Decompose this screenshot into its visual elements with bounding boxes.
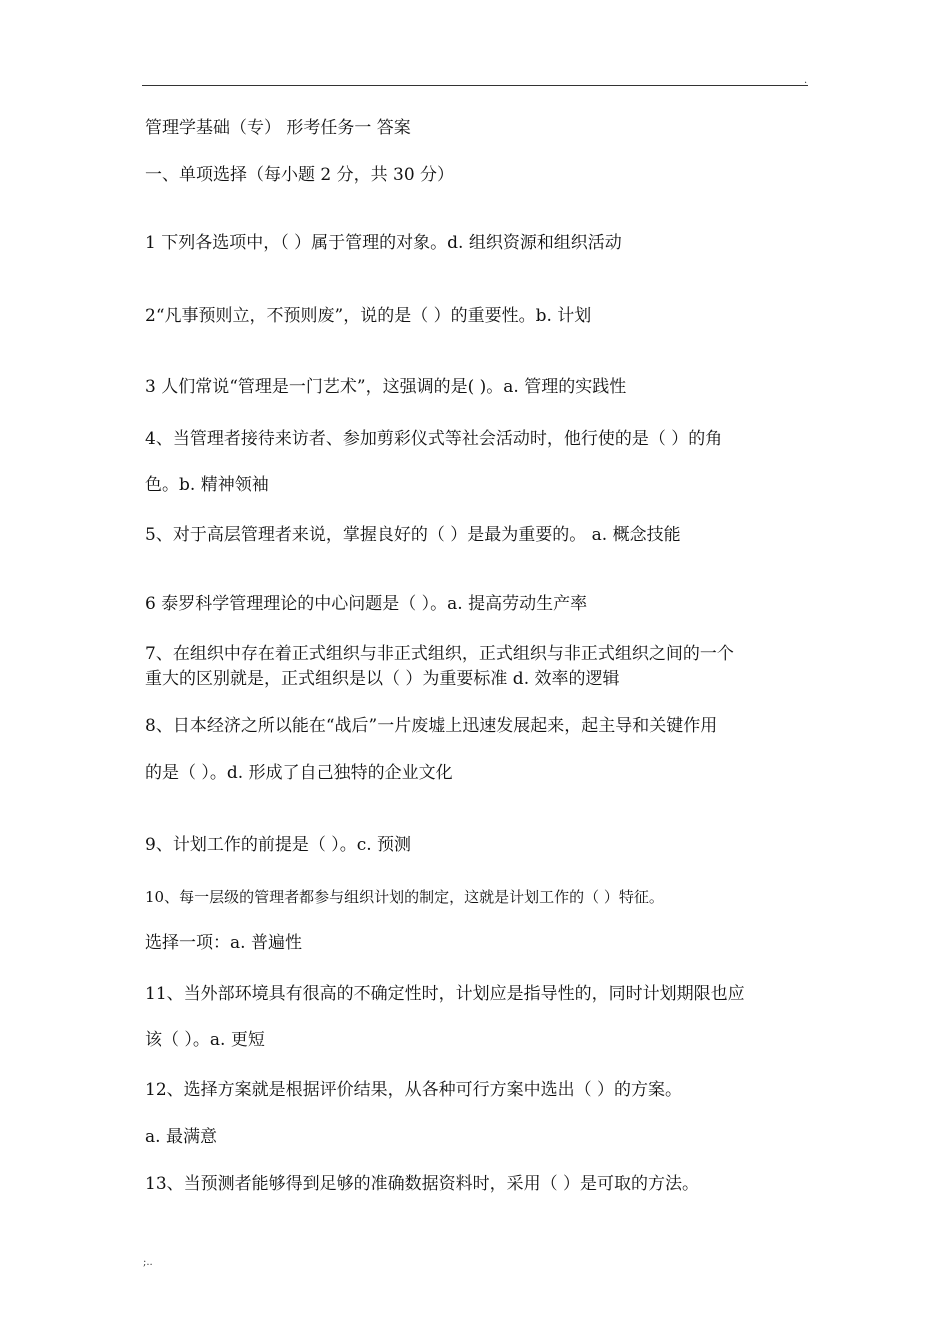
question-line-11: 11、当外部环境具有很高的不确定性时，计划应是指导性的，同时计划期限也应 — [145, 984, 745, 1004]
question-line-11-cont: 该（ ）。a. 更短 — [145, 1030, 265, 1050]
document-title: 管理学基础（专） 形考任务一 答案 — [145, 118, 411, 138]
question-line-5: 5、对于高层管理者来说，掌握良好的（ ）是最为重要的。 a. 概念技能 — [145, 525, 681, 545]
question-line-2: 2“凡事预则立，不预则废”，说的是（ ）的重要性。b. 计划 — [145, 306, 592, 326]
question-line-6: 6 泰罗科学管理理论的中心问题是（ ）。a. 提高劳动生产率 — [145, 594, 588, 614]
question-line-7: 7、在组织中存在着正式组织与非正式组织，正式组织与非正式组织之间的一个 — [145, 644, 734, 664]
question-line-12: 12、选择方案就是根据评价结果，从各种可行方案中选出（ ）的方案。 — [145, 1080, 683, 1100]
question-line-10-answer: 选择一项：a. 普遍性 — [145, 933, 302, 953]
header-corner-mark: . — [804, 75, 808, 86]
footer-mark: ;.. — [143, 1257, 153, 1268]
header-rule — [142, 85, 808, 86]
question-line-4-cont: 色。b. 精神领袖 — [145, 475, 269, 495]
question-line-3: 3 人们常说“管理是一门艺术”，这强调的是( )。a. 管理的实践性 — [145, 377, 627, 397]
section-heading: 一、单项选择（每小题 2 分，共 30 分） — [145, 165, 455, 185]
question-line-8: 8、日本经济之所以能在“战后”一片废墟上迅速发展起来，起主导和关键作用 — [145, 716, 718, 736]
question-line-10: 10、每一层级的管理者都参与组织计划的制定，这就是计划工作的（ ）特征。 — [145, 888, 664, 906]
question-line-8-cont: 的是（ ）。d. 形成了自己独特的企业文化 — [145, 763, 453, 783]
question-line-1: 1 下列各选项中，（ ）属于管理的对象。d. 组织资源和组织活动 — [145, 233, 622, 253]
question-line-7-cont: 重大的区别就是，正式组织是以（ ）为重要标准 d. 效率的逻辑 — [145, 669, 620, 689]
question-line-4: 4、当管理者接待来访者、参加剪彩仪式等社会活动时，他行使的是（ ）的角 — [145, 429, 723, 449]
question-line-9: 9、计划工作的前提是（ ）。c. 预测 — [145, 835, 412, 855]
question-line-13: 13、当预测者能够得到足够的准确数据资料时，采用（ ）是可取的方法。 — [145, 1174, 700, 1194]
question-line-12-answer: a. 最满意 — [145, 1127, 217, 1147]
